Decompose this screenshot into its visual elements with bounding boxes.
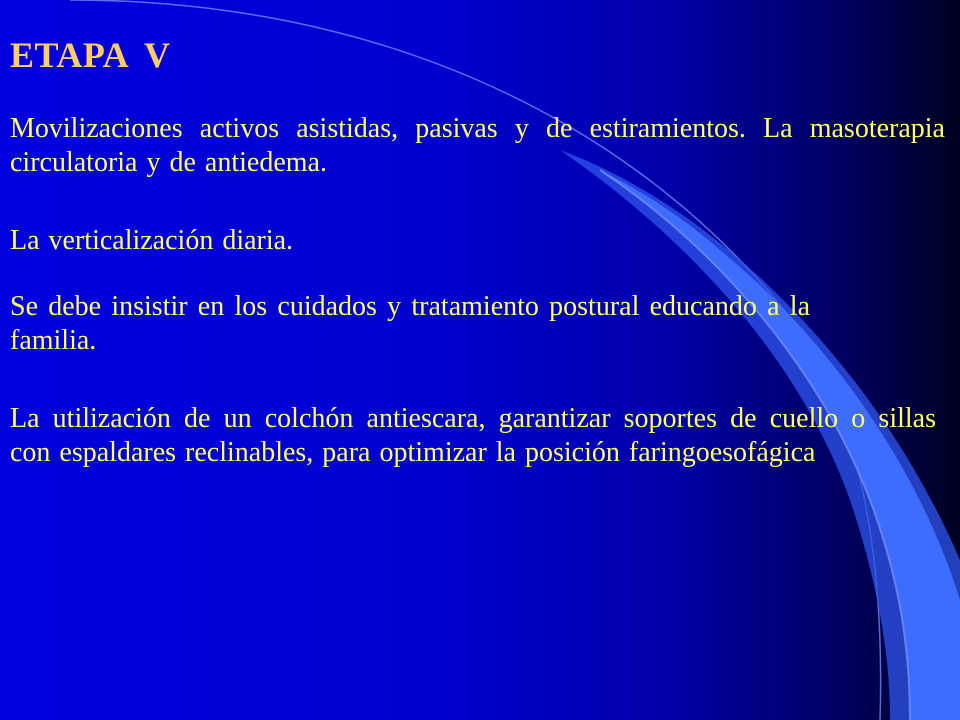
paragraph-movilizaciones: Movilizaciones activos asistidas, pasivas y de estiramientos. La masoterapia circulatoria y de antiedema. (10, 113, 945, 178)
paragraph-colchon: La utilización de un colchón antiescara, garantizar soportes de cuello o sillas con espaldares reclinables, para optimizar la posición faringoesofágica (10, 403, 936, 468)
slide-title: ETAPA V (10, 35, 171, 75)
paragraph-verticalizacion: La verticalización diaria. (10, 225, 294, 256)
paragraph-cuidados: Se debe insistir en los cuidados y tratamiento postural educando a la familia. (10, 291, 810, 356)
